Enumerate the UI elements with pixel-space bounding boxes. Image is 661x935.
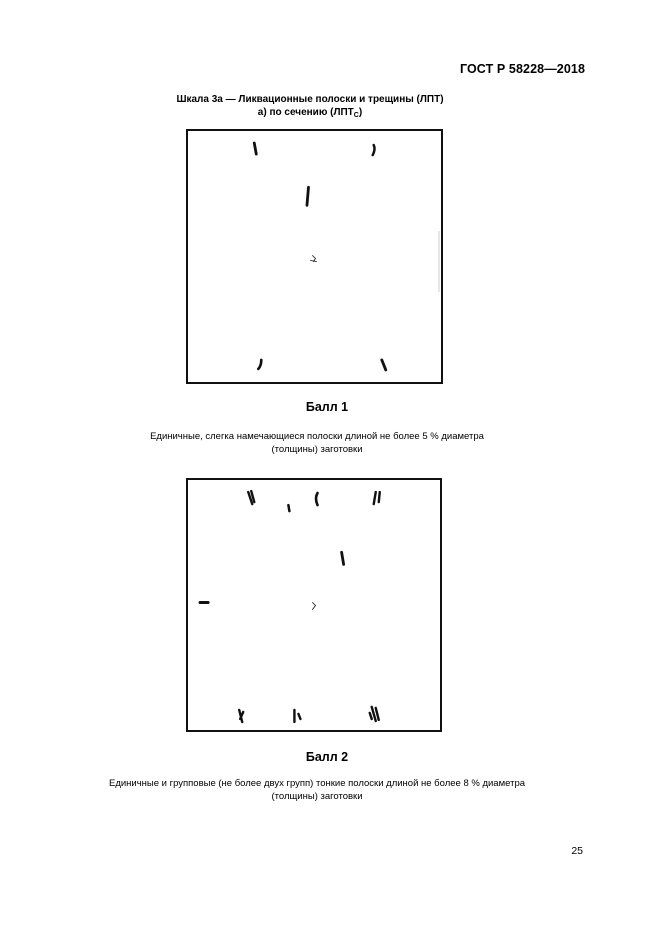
scale-title-line1: Шкала 3а — Ликвационные полоски и трещины (ЛПТ): [176, 94, 444, 105]
score-description-1-line2: (толщины) заготовки: [271, 443, 363, 455]
score-description-2: [0, 778, 634, 803]
macrostructure-image-score-1: [186, 129, 443, 384]
segregation-streaks-pattern-2: [188, 480, 440, 730]
segregation-streaks-pattern-1: [188, 131, 441, 382]
macrostructure-image-score-2: [186, 478, 442, 732]
score-description-1: [0, 431, 634, 456]
score-label-2: Балл 2: [305, 750, 349, 764]
score-description-1-line1: Единичные, слегка намечающиеся полоски длиной не более 5 % диаметра: [150, 431, 484, 442]
standard-code: ГОСТ Р 58228—2018: [459, 62, 585, 76]
page-number: 25: [571, 845, 583, 857]
scale-title: [0, 93, 620, 122]
scale-title-line2: а) по сечению $(ЛПТ_С)$: [257, 107, 363, 119]
score-label-1: Балл 1: [305, 400, 349, 414]
score-description-2-line2: (толщины) заготовки: [271, 790, 363, 802]
score-description-2-line1: Единичные и групповые (не более двух групп) тонкие полоски длиной не более 8 % диаметра: [108, 778, 526, 789]
